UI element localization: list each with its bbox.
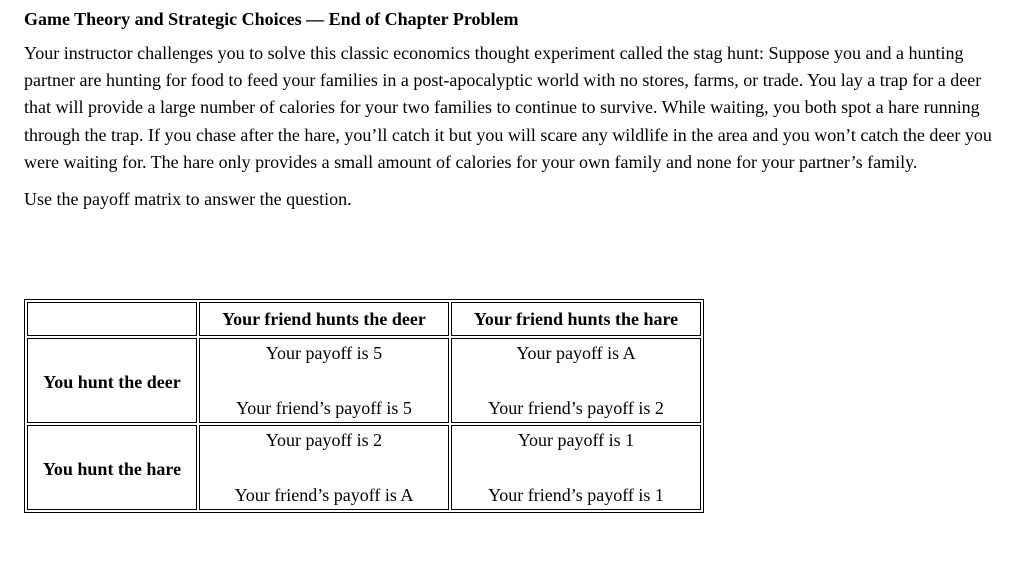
friend-payoff: Your friend’s payoff is 2 (488, 398, 664, 418)
col-header-friend-deer: Your friend hunts the deer (199, 302, 449, 336)
payoff-cell-hare-hare (451, 425, 701, 510)
page-title: Game Theory and Strategic Choices — End of Chapter Problem (24, 9, 519, 29)
your-payoff: Your payoff is 5 (265, 343, 383, 363)
your-payoff: Your payoff is 1 (517, 430, 635, 450)
matrix-row-you-deer (27, 338, 701, 423)
row-label-you-hare: You hunt the hare (42, 459, 182, 479)
row-label-you-deer: You hunt the deer (43, 372, 181, 392)
payoff-cell-deer-deer (199, 338, 449, 423)
your-payoff: Your payoff is 2 (265, 430, 383, 450)
row-header-cell (27, 425, 197, 510)
friend-payoff: Your friend’s payoff is 1 (488, 485, 664, 505)
problem-page (24, 0, 1004, 231)
payoff-matrix (24, 299, 704, 513)
matrix-header-row (27, 302, 701, 336)
friend-payoff: Your friend’s payoff is 5 (236, 398, 412, 418)
problem-description: Your instructor challenges you to solve this classic economics thought experiment called the stag hunt: Suppose you and a hunting partner are hunting for food to feed your families in a post-apocalyptic world with no stores, farms, or trade. You lay a trap for a deer that will provide a large number of calories for your two families to continue to survive. While waiting, you both spot a hare running through the trap. If you chase after the hare, you’ll catch it but you will scare any wildlife in the area and you won’t catch the deer you were waiting for. The hare only provides a small amount of calories for your own family and none for your partner’s family. (24, 43, 992, 172)
payoff-cell-hare-deer (199, 425, 449, 510)
payoff-cell-deer-hare (451, 338, 701, 423)
matrix-row-you-hare (27, 425, 701, 510)
your-payoff: Your payoff is A (516, 343, 636, 363)
matrix-corner-cell (27, 302, 197, 336)
col-header-friend-hare: Your friend hunts the hare (451, 302, 701, 336)
instruction-text: Use the payoff matrix to answer the question. (24, 189, 352, 210)
row-header-cell (27, 338, 197, 423)
friend-payoff: Your friend’s payoff is A (234, 485, 414, 505)
